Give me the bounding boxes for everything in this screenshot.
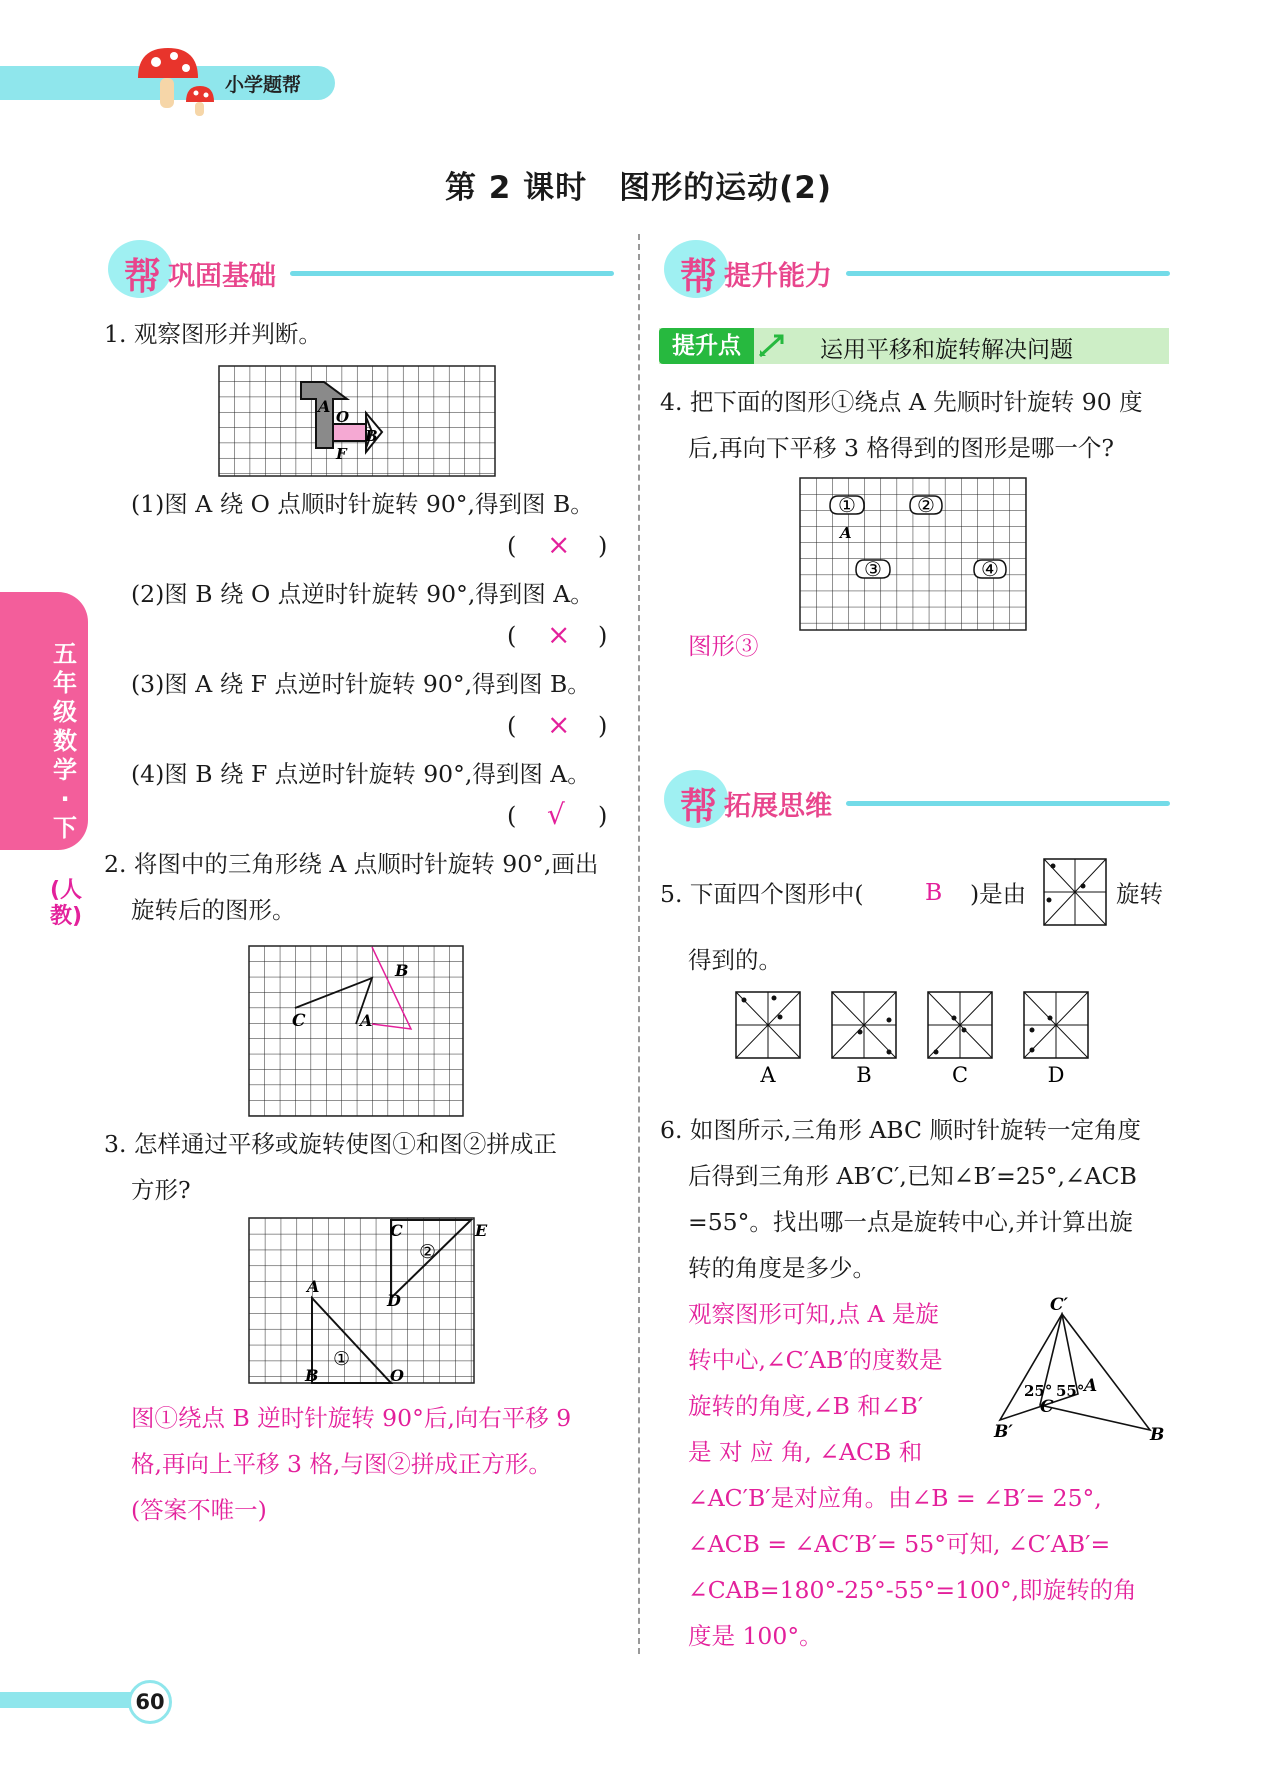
q4-label-4: ④ — [981, 557, 999, 581]
q1-item-3: (3)图 A 绕 F 点逆时针旋转 90°,得到图 B。 — [131, 670, 591, 698]
q5-option-a — [736, 992, 800, 1087]
q6-label-c1: C′ — [1050, 1295, 1069, 1315]
q1-item-2-paren-open: ( — [507, 622, 517, 650]
q5-option-b — [832, 992, 896, 1087]
q1-label-o: O — [336, 408, 350, 426]
q1-title: 1. 观察图形并判断。 — [104, 320, 322, 348]
q1-item-1-paren-open: ( — [507, 532, 517, 560]
section-basic-title: 巩固基础 — [168, 261, 276, 292]
q4-label-a: A — [840, 524, 852, 542]
q5-reference-figure — [1043, 858, 1109, 928]
brand-name: 小学题帮 — [225, 74, 302, 96]
mushroom-icon — [128, 42, 224, 118]
q4-label-2: ② — [917, 493, 935, 517]
q6-line-3: =55°。找出哪一点是旋转中心,并计算出旋 — [688, 1208, 1133, 1236]
q1-item-1-answer: × — [547, 528, 571, 561]
q3-line-1: 3. 怎样通过平移或旋转使图①和图②拼成正 — [104, 1130, 557, 1158]
q1-item-1: (1)图 A 绕 O 点顺时针旋转 90°,得到图 B。 — [131, 490, 594, 518]
q6-triangle-figure — [990, 1290, 1170, 1450]
q4-line-1: 4. 把下面的图形①绕点 A 先顺时针旋转 90 度 — [660, 388, 1143, 416]
pencil-arrow-icon — [756, 330, 792, 362]
q3-label-e: E — [475, 1221, 488, 1240]
q2-line-1: 2. 将图中的三角形绕 A 点顺时针旋转 90°,画出 — [104, 850, 599, 878]
q5-option-d — [1024, 992, 1088, 1087]
q6-answer-5: ∠AC′B′是对应角。由∠B = ∠B′= 25°, — [688, 1484, 1102, 1512]
q6-answer-2: 转中心,∠C′AB′的度数是 — [688, 1346, 943, 1374]
side-tab-grade: 五年级数学·下 — [53, 640, 77, 842]
q6-line-4: 转的角度是多少。 — [688, 1254, 876, 1282]
q4-grid-figure — [800, 478, 1028, 632]
section-basic-header: 帮 巩固基础 — [108, 240, 614, 300]
q6-answer-7: ∠CAB=180°-25°-55°=100°,即旋转的角 — [688, 1576, 1137, 1604]
q4-label-1: ① — [838, 493, 856, 517]
q3-grid-figure — [249, 1218, 488, 1386]
q1-item-4: (4)图 B 绕 F 点逆时针旋转 90°,得到图 A。 — [131, 760, 591, 788]
q6-line-1: 6. 如图所示,三角形 ABC 顺时针旋转一定角度 — [660, 1116, 1141, 1144]
q3-label-b: B — [305, 1366, 319, 1385]
q3-label-c: C — [390, 1221, 403, 1240]
column-divider — [638, 234, 640, 1654]
q6-label-b1: B′ — [994, 1422, 1013, 1442]
q3-label-1: ① — [333, 1348, 351, 1370]
q1-item-2-answer: × — [547, 618, 571, 651]
q1-item-4-answer: √ — [547, 798, 565, 831]
q6-label-angle1: 25° — [1024, 1382, 1053, 1400]
q2-label-a: A — [360, 1011, 373, 1030]
q5-option-b-label: B — [856, 1063, 872, 1087]
side-tab-edition: (人教) — [50, 878, 83, 929]
q6-answer-1: 观察图形可知,点 A 是旋 — [688, 1300, 939, 1328]
page-number: 60 — [128, 1680, 172, 1724]
q1-label-a: A — [318, 397, 331, 416]
q5-prefix: 5. 下面四个图形中( — [660, 880, 864, 908]
q5-option-d-label: D — [1047, 1063, 1065, 1087]
section-improve-title: 提升能力 — [724, 261, 832, 292]
q1-item-2-paren-close: ) — [598, 622, 608, 650]
q6-label-b: B — [1150, 1425, 1165, 1445]
q1-item-3-paren-open: ( — [507, 712, 517, 740]
q5-option-c-label: C — [951, 1063, 969, 1087]
tidian-text: 运用平移和旋转解决问题 — [820, 337, 1073, 363]
q5-line-2: 得到的。 — [688, 946, 782, 974]
q3-label-o: O — [390, 1366, 404, 1385]
q3-answer-3: (答案不唯一) — [131, 1496, 267, 1524]
q1-item-3-paren-close: ) — [598, 712, 608, 740]
q6-label-angle2: 55° — [1056, 1382, 1085, 1400]
q6-line-2: 后得到三角形 AB′C′,已知∠B′=25°,∠ACB — [688, 1162, 1137, 1190]
q1-label-f: F — [336, 445, 347, 463]
q1-item-1-paren-close: ) — [598, 532, 608, 560]
q6-answer-3: 旋转的角度,∠B 和∠B′ — [688, 1392, 924, 1420]
q6-label-a: A — [1084, 1376, 1098, 1396]
section-expand-header: 帮 拓展思维 — [664, 770, 1170, 830]
q3-label-d: D — [387, 1291, 401, 1310]
q2-label-c: C — [292, 1011, 306, 1031]
q2-grid-figure — [249, 946, 465, 1118]
q6-answer-6: ∠ACB = ∠AC′B′= 55°可知, ∠C′AB′= — [688, 1530, 1111, 1558]
q1-item-4-paren-close: ) — [598, 802, 608, 830]
q1-item-3-answer: × — [547, 708, 571, 741]
q6-answer-4: 是 对 应 角, ∠ACB 和 — [688, 1438, 923, 1466]
q6-answer-8: 度是 100°。 — [688, 1622, 823, 1650]
q3-label-2: ② — [419, 1241, 437, 1263]
q3-line-2: 方形? — [131, 1176, 191, 1204]
q2-line-2: 旋转后的图形。 — [131, 896, 296, 924]
q1-label-b: B — [365, 427, 378, 445]
lesson-title: 第 2 课时 图形的运动(2) — [444, 170, 833, 206]
q5-option-c — [928, 992, 992, 1087]
q5-mid: )是由 — [970, 880, 1027, 908]
q6-label-c: C — [1040, 1397, 1054, 1417]
q5-suffix: 旋转 — [1116, 880, 1163, 908]
q5-option-a-label: A — [760, 1063, 776, 1087]
q5-answer: B — [925, 878, 943, 906]
q4-line-2: 后,再向下平移 3 格得到的图形是哪一个? — [688, 434, 1114, 462]
q3-answer-1: 图①绕点 B 逆时针旋转 90°后,向右平移 9 — [131, 1404, 572, 1432]
tidian-tag: 提升点 — [659, 328, 754, 364]
section-improve-header: 帮 提升能力 — [664, 240, 1170, 300]
q1-item-4-paren-open: ( — [507, 802, 517, 830]
q5-options — [732, 990, 1092, 1090]
q3-answer-2: 格,再向上平移 3 格,与图②拼成正方形。 — [131, 1450, 552, 1478]
q3-label-a: A — [307, 1277, 320, 1296]
q2-label-b: B — [395, 961, 409, 980]
q4-answer: 图形③ — [688, 632, 759, 660]
section-expand-title: 拓展思维 — [724, 791, 832, 822]
q1-grid-figure — [219, 366, 497, 478]
q4-label-3: ③ — [864, 557, 882, 581]
q1-item-2: (2)图 B 绕 O 点逆时针旋转 90°,得到图 A。 — [131, 580, 594, 608]
